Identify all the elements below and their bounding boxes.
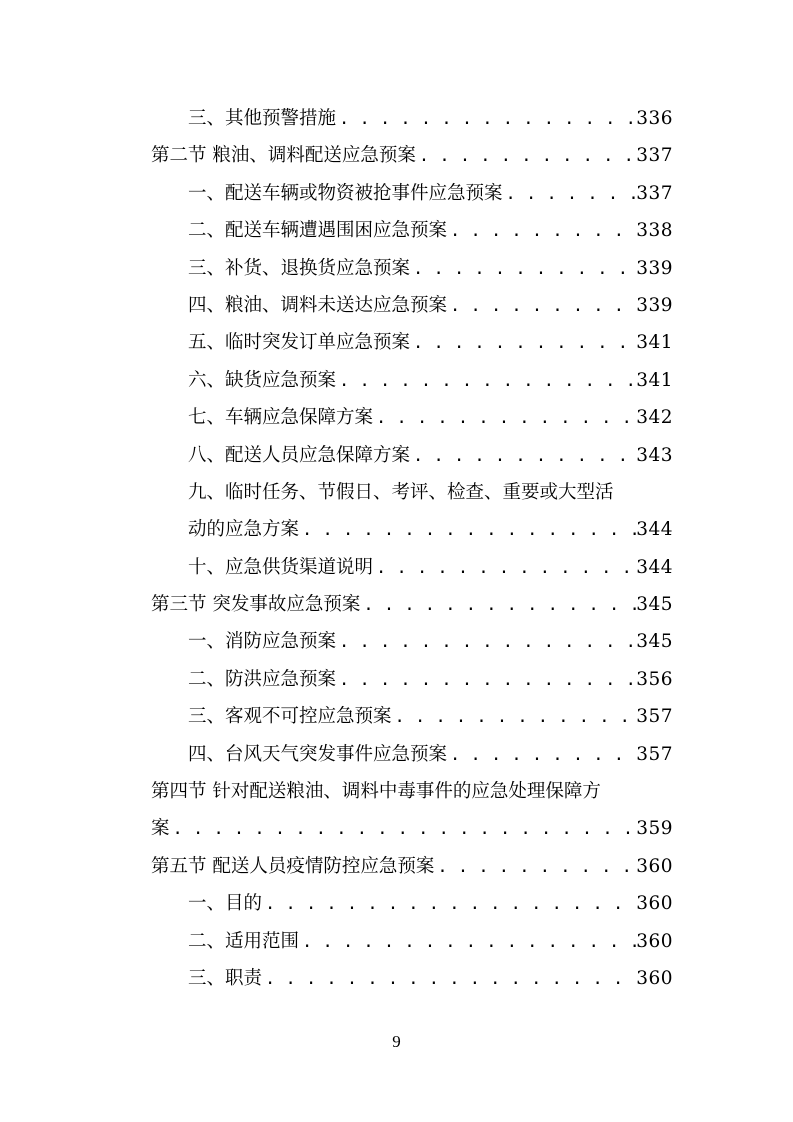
toc-entry-title: 六、缺货应急预案 [188, 369, 337, 391]
toc-entry-title: 第二节 粮油、调料配送应急预案 [151, 145, 416, 167]
toc-leader-dots [410, 438, 636, 474]
toc-entry[interactable] [151, 586, 673, 623]
toc-entry-title: 四、粮油、调料未送达应急预案 [188, 294, 448, 316]
toc-entry-title: 二、适用范围 [188, 930, 300, 952]
toc-entry-page-number: 360 [636, 893, 673, 915]
toc-entry-page-number: 339 [636, 294, 673, 316]
toc-entry-title: 七、车辆应急保障方案 [188, 407, 374, 429]
toc-entry-title: 二、防洪应急预案 [188, 668, 337, 690]
toc-entry-page-number: 360 [636, 930, 673, 952]
toc-entry-page-number: 357 [636, 743, 673, 765]
table-of-contents [151, 100, 673, 997]
toc-entry[interactable] [151, 960, 673, 997]
toc-leader-dots [410, 325, 636, 361]
toc-entry[interactable] [151, 885, 673, 922]
toc-entry[interactable] [151, 810, 673, 847]
toc-entry-title: 第三节 突发事故应急预案 [151, 594, 361, 616]
toc-entry-page-number: 345 [636, 594, 673, 616]
toc-entry-title: 三、其他预警措施 [188, 108, 337, 129]
toc-entry-title: 一、目的 [188, 893, 263, 915]
toc-entry-title: 第四节 针对配送粮油、调料中毒事件的应急处理保障方 [151, 781, 601, 803]
toc-entry-page-number: 336 [636, 108, 673, 129]
toc-entry-page-number: 337 [636, 182, 673, 204]
toc-entry[interactable] [151, 362, 673, 399]
toc-entry-title: 八、配送人员应急保障方案 [188, 444, 411, 466]
toc-entry[interactable] [151, 324, 673, 361]
toc-entry[interactable] [151, 736, 673, 773]
toc-entry[interactable] [151, 250, 673, 287]
toc-entry-title: 九、临时任务、节假日、考评、检查、重要或大型活 [188, 481, 614, 503]
toc-leader-dots [299, 512, 636, 548]
toc-entry[interactable] [151, 474, 673, 511]
toc-leader-dots [410, 251, 636, 287]
toc-entry-page-number: 356 [636, 668, 673, 690]
page-number: 9 [392, 1032, 401, 1051]
toc-leader-dots [392, 699, 637, 735]
toc-leader-dots [447, 288, 636, 324]
toc-entry-title: 五、临时突发订单应急预案 [188, 332, 411, 354]
toc-entry-page-number: 344 [636, 556, 673, 578]
toc-leader-dots [373, 550, 636, 586]
toc-leader-dots [262, 886, 636, 922]
toc-entry-page-number: 337 [636, 145, 673, 167]
toc-entry-page-number: 359 [636, 818, 673, 840]
toc-entry-title: 一、配送车辆或物资被抢事件应急预案 [188, 182, 503, 204]
toc-entry-page-number: 343 [636, 444, 673, 466]
toc-leader-dots [503, 176, 637, 212]
toc-leader-dots [373, 400, 636, 436]
toc-entry-title: 二、配送车辆遭遇围困应急预案 [188, 220, 448, 242]
toc-entry-title: 三、补货、退换货应急预案 [188, 257, 411, 279]
toc-entry-page-number: 338 [636, 220, 673, 242]
toc-leader-dots [360, 587, 636, 623]
toc-leader-dots [434, 849, 636, 885]
toc-entry-title: 案 [151, 818, 170, 840]
toc-entry-title: 四、台风天气突发事件应急预案 [188, 743, 448, 765]
toc-leader-dots [336, 624, 636, 660]
toc-entry[interactable] [151, 698, 673, 735]
toc-entry-title: 一、消防应急预案 [188, 631, 337, 653]
toc-leader-dots [416, 138, 636, 174]
toc-entry-title: 三、客观不可控应急预案 [188, 706, 392, 728]
toc-leader-dots [336, 363, 636, 399]
toc-entry-title: 三、职责 [188, 967, 263, 989]
toc-entry-page-number: 339 [636, 257, 673, 279]
toc-entry-page-number: 341 [636, 332, 673, 354]
toc-entry-page-number: 342 [636, 407, 673, 429]
toc-entry[interactable] [151, 212, 673, 249]
toc-leader-dots [336, 101, 636, 137]
toc-entry[interactable] [151, 399, 673, 436]
toc-leader-dots [447, 213, 636, 249]
toc-entry-title: 动的应急方案 [188, 519, 300, 541]
toc-entry-page-number: 345 [636, 631, 673, 653]
toc-entry[interactable] [151, 175, 673, 212]
toc-entry[interactable] [151, 773, 673, 810]
toc-leader-dots [299, 924, 636, 960]
toc-entry[interactable] [151, 100, 673, 137]
toc-entry-page-number: 357 [636, 706, 673, 728]
toc-entry[interactable] [151, 511, 673, 548]
toc-entry[interactable] [151, 437, 673, 474]
toc-entry[interactable] [151, 287, 673, 324]
toc-leader-dots [170, 811, 637, 847]
toc-entry-page-number: 344 [636, 519, 673, 541]
toc-entry-title: 第五节 配送人员疫情防控应急预案 [151, 855, 435, 877]
toc-leader-dots [447, 737, 636, 773]
toc-entry-page-number: 360 [636, 967, 673, 989]
toc-entry[interactable] [151, 848, 673, 885]
toc-entry-title: 十、应急供货渠道说明 [188, 556, 374, 578]
toc-entry[interactable] [151, 661, 673, 698]
toc-entry[interactable] [151, 623, 673, 660]
toc-entry[interactable] [151, 549, 673, 586]
toc-entry-page-number: 341 [636, 369, 673, 391]
toc-entry[interactable] [151, 923, 673, 960]
toc-entry[interactable] [151, 137, 673, 174]
toc-entry-page-number: 360 [636, 855, 673, 877]
toc-leader-dots [262, 961, 636, 997]
toc-leader-dots [336, 662, 636, 698]
